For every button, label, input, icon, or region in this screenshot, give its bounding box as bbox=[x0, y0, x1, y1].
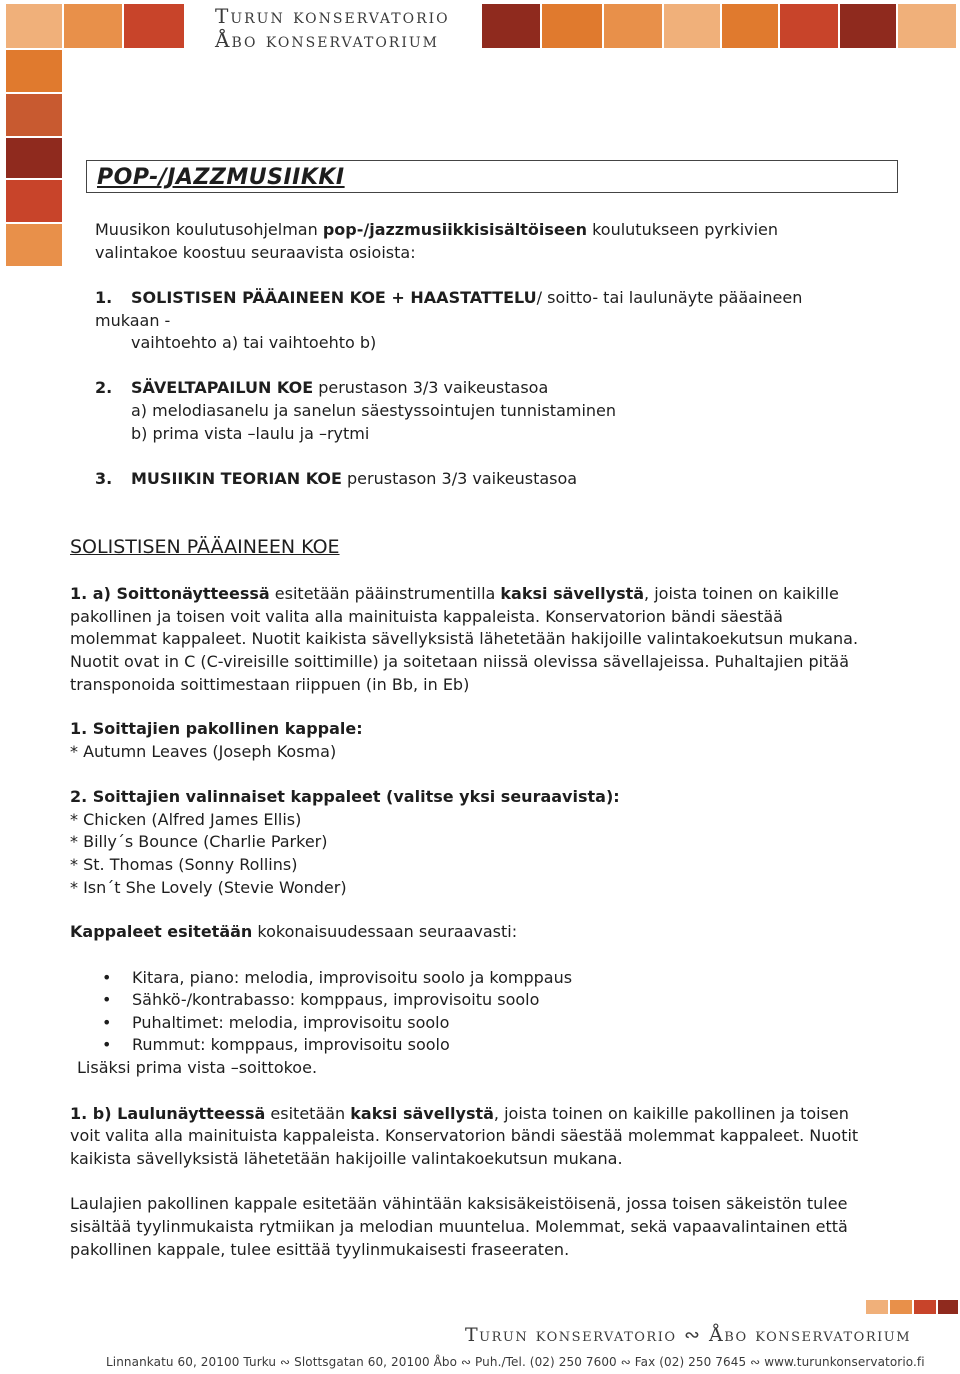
footer-logo: Turun konservatorio ∾ Åbo konservatorium bbox=[465, 1324, 912, 1346]
optional-heading bbox=[70, 786, 620, 808]
p3-line-3: pakollinen kappale, tulee esittää tyylinmukaisesti fraseeraten. bbox=[70, 1240, 570, 1259]
list-text: perustason 3/3 vaikeustasoa bbox=[313, 378, 549, 397]
list-item-1-line-3: vaihtoehto a) tai vaihtoehto b) bbox=[131, 333, 377, 352]
list-item-2-num bbox=[95, 377, 112, 399]
p1-line-4: Nuotit ovat in C (C-vireisille soittimille) ja soitetaan niissä olevissa sävellajeissa. Puhaltajien pitää bbox=[70, 652, 850, 671]
list-item-3-num bbox=[95, 468, 112, 490]
mandatory-heading bbox=[70, 718, 363, 740]
footer-address: Linnankatu 60, 20100 Turku ∾ Slottsgatan 60, 20100 Åbo ∾ Puh./Tel. (02) 250 7600 ∾ Fax (02) 250 7645 ∾ www.turunkonservatorio.fi bbox=[106, 1355, 925, 1369]
p2-line-3: kaikista sävellyksistä lähetetään hakijoille valintakoekutsun mukana. bbox=[70, 1149, 623, 1168]
p1-line-1 bbox=[70, 583, 839, 605]
p2-line-2: voit valita alla mainituista kappaleista. Konservatorion bändi säestää molemmat kappaleet. Nuotit bbox=[70, 1126, 859, 1145]
intro-line-1 bbox=[95, 219, 778, 241]
list-bold: SÄVELTAPAILUN KOE bbox=[131, 378, 314, 397]
intro-text: koulutukseen pyrkivien bbox=[587, 220, 779, 239]
p2-text: esitetään bbox=[265, 1104, 351, 1123]
optional-item: * Isn´t She Lovely (Stevie Wonder) bbox=[70, 878, 347, 897]
header-logo bbox=[215, 4, 450, 52]
perf-extra: Lisäksi prima vista –soittokoe. bbox=[77, 1058, 318, 1077]
list-item-3 bbox=[131, 468, 577, 490]
perf-bold: Kappaleet esitetään bbox=[70, 922, 253, 941]
logo-line-1: Turun konservatorio bbox=[215, 4, 450, 28]
p2-text: , joista toinen on kaikille pakollinen ja toisen bbox=[493, 1104, 849, 1123]
p2-bold: kaksi sävellystä bbox=[350, 1104, 494, 1123]
p1-bold: 1. a) Soittonäytteessä bbox=[70, 584, 270, 603]
list-num: 1. bbox=[95, 288, 113, 307]
page-title: POP-/JAZZMUSIIKKI bbox=[97, 165, 345, 190]
intro-line-2: valintakoe koostuu seuraavista osioista: bbox=[95, 243, 416, 262]
optional-item: * Chicken (Alfred James Ellis) bbox=[70, 810, 302, 829]
list-item-1 bbox=[131, 287, 802, 309]
list-num: 3. bbox=[95, 469, 113, 488]
optional-item: * Billy´s Bounce (Charlie Parker) bbox=[70, 832, 328, 851]
list-item-2-line-2: a) melodiasanelu ja sanelun säestyssointujen tunnistaminen bbox=[131, 401, 617, 420]
list-bold: MUSIIKIN TEORIAN KOE bbox=[131, 469, 342, 488]
list-bold: SOLISTISEN PÄÄAINEEN KOE + HAASTATTELU bbox=[131, 288, 537, 307]
perf-bullet: • Rummut: komppaus, improvisoitu soolo bbox=[132, 1034, 450, 1056]
p3-line-2: sisältää tyylinmukaista rytmiikan ja melodian muuntelua. Molemmat, sekä vapaavalintainen että bbox=[70, 1217, 848, 1236]
list-text: / soitto- tai laulunäyte pääaineen bbox=[536, 288, 803, 307]
p1-bold: kaksi sävellystä bbox=[500, 584, 645, 603]
p1-text: esitetään pääinstrumentilla bbox=[269, 584, 501, 603]
list-text: perustason 3/3 vaikeustasoa bbox=[341, 469, 578, 488]
section-heading: SOLISTISEN PÄÄAINEEN KOE bbox=[70, 536, 340, 558]
p1-line-2: pakollinen ja toisen voit valita alla mainituista kappaleista. Konservatorion bändi säestää bbox=[70, 607, 783, 626]
intro-text: Muusikon koulutusohjelman bbox=[95, 220, 323, 239]
list-item-2 bbox=[131, 377, 548, 399]
list-item-1-line-2: mukaan - bbox=[95, 311, 171, 330]
optional-item: * St. Thomas (Sonny Rollins) bbox=[70, 855, 298, 874]
p2-line-1 bbox=[70, 1103, 849, 1125]
intro-bold: pop-/jazzmusiikkisisältöiseen bbox=[322, 220, 587, 239]
p1-text: , joista toinen on kaikille bbox=[644, 584, 839, 603]
list-item-2-line-3: b) prima vista –laulu ja –rytmi bbox=[131, 424, 370, 443]
perf-bullet: • Puhaltimet: melodia, improvisoitu soolo bbox=[132, 1012, 449, 1034]
logo-line-2: Åbo konservatorium bbox=[215, 28, 440, 52]
mandatory-item: * Autumn Leaves (Joseph Kosma) bbox=[70, 742, 337, 761]
list-item-1-num bbox=[95, 287, 112, 309]
p3-line-1: Laulajien pakollinen kappale esitetään vähintään kaksisäkeistöisenä, jossa toisen säkeistön tulee bbox=[70, 1194, 848, 1213]
p1-line-5: transponoida soittimestaan riippuen (in Bb, in Eb) bbox=[70, 675, 470, 694]
p1-line-3: molemmat kappaleet. Nuotit kaikista sävellyksistä lähetetään hakijoille valintakoekutsun mukana. bbox=[70, 629, 859, 648]
perf-bullet: • Sähkö-/kontrabasso: komppaus, improvisoitu soolo bbox=[132, 989, 539, 1011]
perf-bullet: • Kitara, piano: melodia, improvisoitu soolo ja komppaus bbox=[132, 967, 572, 989]
p2-bold: 1. b) Laulunäytteessä bbox=[70, 1104, 266, 1123]
perf-intro bbox=[70, 921, 517, 943]
list-num: 2. bbox=[95, 378, 113, 397]
optional-heading-text: 2. Soittajien valinnaiset kappaleet (valitse yksi seuraavista): bbox=[70, 787, 620, 806]
title-box bbox=[86, 160, 898, 193]
perf-text: kokonaisuudessaan seuraavasti: bbox=[252, 922, 518, 941]
mandatory-heading-text: 1. Soittajien pakollinen kappale: bbox=[70, 719, 363, 738]
